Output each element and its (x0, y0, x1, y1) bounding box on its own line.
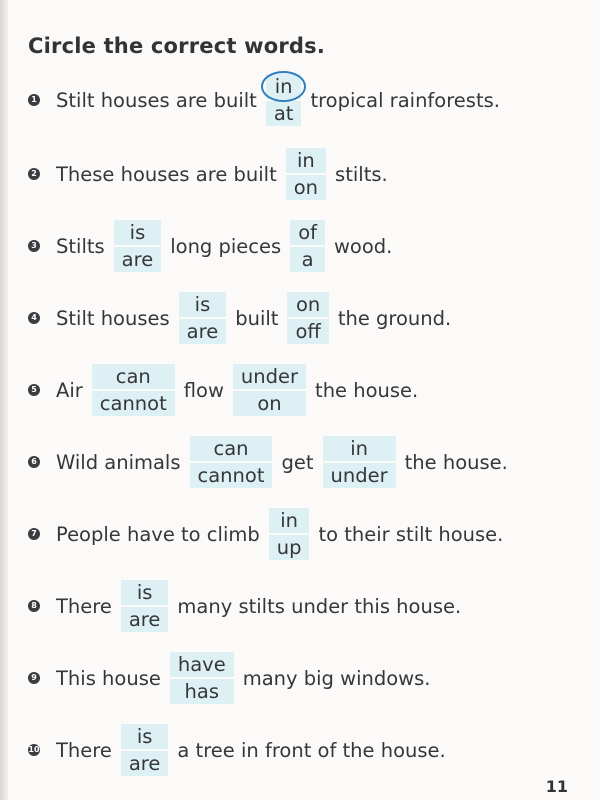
page-binding-edge (0, 0, 8, 800)
word-choice-box (269, 508, 310, 560)
sentence-text: built (235, 306, 279, 330)
sentence-text: There (56, 738, 112, 762)
word-option[interactable]: are (114, 247, 162, 272)
sentence-text: Stilts (56, 234, 105, 258)
sentence-text: Wild animals (56, 450, 181, 474)
sentence-text: wood. (333, 234, 393, 258)
item-number-badge: 1 (28, 94, 40, 106)
word-option[interactable]: in (266, 74, 302, 99)
word-option[interactable]: on (233, 391, 306, 416)
word-choice-box (233, 364, 306, 416)
word-choice-box (114, 220, 162, 272)
sentence-text: get (281, 450, 314, 474)
word-option[interactable]: is (121, 580, 169, 605)
word-choice-box (121, 580, 169, 632)
word-choice-box (286, 148, 326, 200)
word-option[interactable]: a (290, 247, 325, 272)
sentence-text: many stilts under this house. (177, 594, 462, 618)
sentence-text: Stilt houses (56, 306, 170, 330)
item-number-badge: 5 (28, 384, 40, 396)
word-option[interactable]: can (92, 364, 175, 389)
word-option[interactable]: is (179, 292, 227, 317)
item-number-badge: 2 (28, 168, 40, 180)
exercise-item-10 (28, 722, 455, 778)
item-number-badge: 10 (28, 745, 40, 754)
word-choice-box (287, 292, 328, 344)
word-option[interactable]: can (190, 436, 273, 461)
word-choice-box (323, 436, 396, 488)
word-option[interactable]: under (233, 364, 306, 389)
sentence-text: Stilt houses are built (56, 88, 257, 112)
word-choice-box (121, 724, 169, 776)
exercise-item-4 (28, 290, 460, 346)
sentence-text: Air (56, 378, 83, 402)
exercise-item-3 (28, 218, 401, 274)
item-number-badge: 8 (28, 600, 40, 612)
sentence-text: to their stilt house. (318, 522, 504, 546)
sentence-text: many big windows. (242, 666, 431, 690)
sentence-text: There (56, 594, 112, 618)
exercise-item-5 (28, 362, 427, 418)
word-option[interactable]: is (121, 724, 169, 749)
word-option[interactable]: in (269, 508, 310, 533)
sentence-text: a tree in front of the house. (177, 738, 446, 762)
word-option[interactable]: off (287, 319, 328, 344)
word-option[interactable]: in (323, 436, 396, 461)
exercise-item-2 (28, 146, 397, 202)
word-choice-box (92, 364, 175, 416)
item-number-badge: 3 (28, 240, 40, 252)
word-option[interactable]: cannot (190, 463, 273, 488)
exercise-item-7 (28, 506, 512, 562)
word-choice-box (170, 652, 234, 704)
sentence-text: tropical rainforests. (310, 88, 500, 112)
exercise-item-9 (28, 650, 439, 706)
page-number: 11 (545, 777, 568, 796)
word-option[interactable]: on (286, 175, 326, 200)
sentence-text: long pieces (170, 234, 282, 258)
item-number-badge: 4 (28, 312, 40, 324)
sentence-text: the house. (315, 378, 419, 402)
word-choice-box (190, 436, 273, 488)
word-option[interactable]: has (170, 679, 234, 704)
item-number-badge: 6 (28, 456, 40, 468)
word-option[interactable]: on (287, 292, 328, 317)
sentence-text: the ground. (337, 306, 452, 330)
sentence-text: This house (56, 666, 161, 690)
word-choice-box (290, 220, 325, 272)
instructions-heading: Circle the correct words. (28, 34, 326, 58)
word-option[interactable]: at (266, 101, 302, 126)
item-number-badge: 9 (28, 672, 40, 684)
sentence-text: stilts. (335, 162, 388, 186)
word-option[interactable]: are (121, 751, 169, 776)
word-option[interactable]: cannot (92, 391, 175, 416)
word-option[interactable]: in (286, 148, 326, 173)
exercise-item-8 (28, 578, 470, 634)
word-choice-box (179, 292, 227, 344)
sentence-text: People have to climb (56, 522, 260, 546)
word-option[interactable]: of (290, 220, 325, 245)
word-option[interactable]: have (170, 652, 234, 677)
word-option[interactable]: are (121, 607, 169, 632)
sentence-text: the house. (404, 450, 508, 474)
sentence-text: These houses are built (56, 162, 277, 186)
word-option[interactable]: are (179, 319, 227, 344)
sentence-text: flow (183, 378, 224, 402)
word-option[interactable]: under (323, 463, 396, 488)
word-option[interactable]: up (269, 535, 310, 560)
word-option[interactable]: is (114, 220, 162, 245)
answer-circle-mark (261, 71, 307, 102)
exercise-item-6 (28, 434, 517, 490)
item-number-badge: 7 (28, 528, 40, 540)
